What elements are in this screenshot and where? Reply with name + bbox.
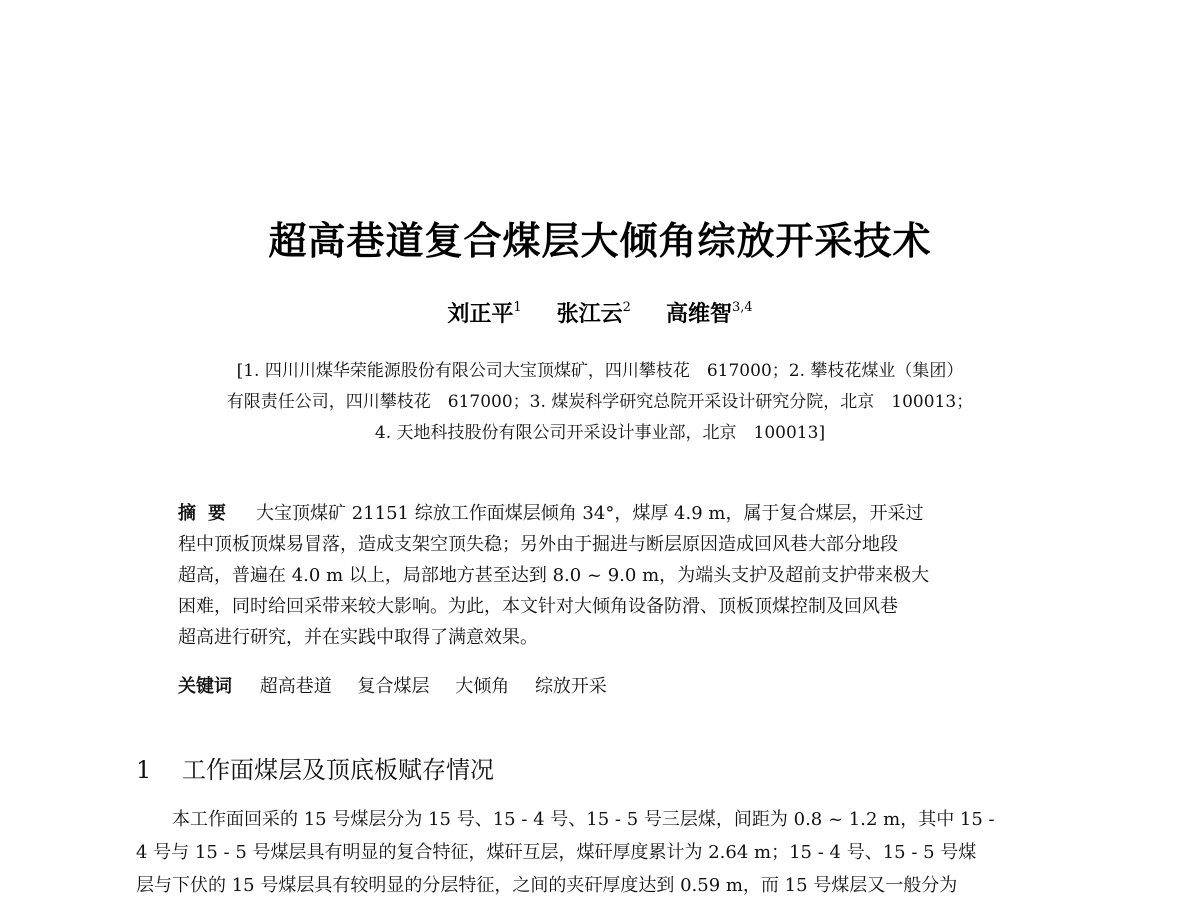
author-affiliation-mark: 3,4 [731,299,753,315]
keyword: 综放开采 [534,676,607,697]
abstract-label: 摘要 [178,503,238,524]
affiliation-line: [1. 四川川煤华荣能源股份有限公司大宝顶煤矿，四川攀枝花 617000；2. 攀枝花煤业（集团） [236,361,964,381]
author-name: 张江云 [556,301,623,327]
author [447,297,521,328]
abstract-line [178,498,1038,529]
paper-title: 超高巷道复合煤层大倾角综放开采技术 [268,219,932,263]
keywords [178,672,627,698]
body-line: 本工作面回采的 15 号煤层分为 15 号、15 - 4 号、15 - 5 号三层煤，间距为 0.8 ~ 1.2 m，其中 15 - [172,809,995,830]
body-line: 4 号与 15 - 5 号煤层具有明显的复合特征，煤矸互层，煤矸厚度累计为 2.64 m；15 - 4 号、15 - 5 号煤 [136,842,977,863]
author [666,297,753,328]
body-line: 层与下伏的 15 号煤层具有较明显的分层特征，之间的夹矸厚度达到 0.59 m，而 15 号煤层又一般分为 [136,875,958,896]
author-list [0,297,1200,328]
abstract-text: 大宝顶煤矿 21151 综放工作面煤层倾角 34°，煤厚 4.9 m，属于复合煤层，开采过 [256,503,924,524]
section-number: 1 [136,756,152,784]
section-title: 工作面煤层及顶底板赋存情况 [182,756,494,784]
affiliation-line: 4. 天地科技股份有限公司开采设计事业部，北京 100013] [374,423,826,443]
author-name: 高维智 [665,301,732,327]
author-affiliation-mark: 2 [622,299,631,315]
abstract-line: 超高进行研究，并在实践中取得了满意效果。 [178,627,538,648]
keyword: 大倾角 [455,676,510,697]
keyword: 超高巷道 [259,676,332,697]
keywords-label: 关键词 [178,676,232,697]
abstract-line: 超高，普遍在 4.0 m 以上，局部地方甚至达到 8.0 ~ 9.0 m，为端头支护及超前支护带来极大 [178,565,930,586]
abstract-line: 困难，同时给回采带来较大影响。为此，本文针对大倾角设备防滑、顶板顶煤控制及回风巷 [178,596,898,617]
affiliation-line: 有限责任公司，四川攀枝花 617000；3. 煤炭科学研究总院开采设计研究分院，北京 100013； [226,392,974,412]
author-name: 刘正平 [447,301,514,327]
author [557,297,631,328]
abstract-line: 程中顶板顶煤易冒落，造成支架空顶失稳；另外由于掘进与断层原因造成回风巷大部分地段 [178,534,898,555]
section-heading [136,750,494,785]
abstract [178,498,1038,653]
keyword: 复合煤层 [357,676,430,697]
section-body [136,803,1076,902]
author-affiliation-mark: 1 [513,299,522,315]
affiliations [150,356,1050,449]
